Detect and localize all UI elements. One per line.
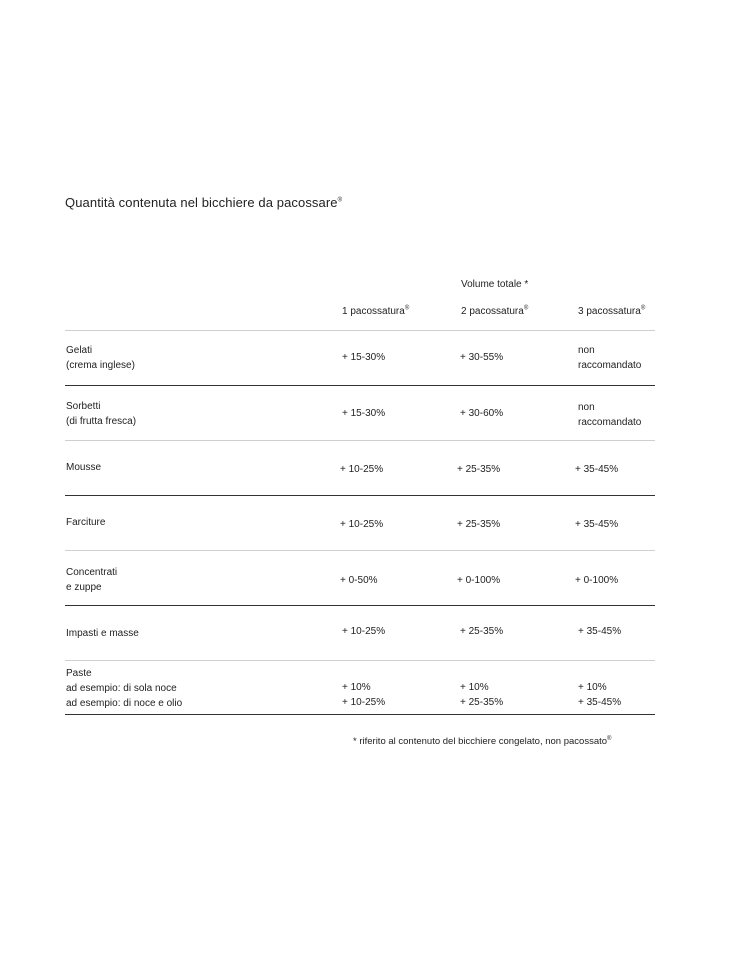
row-sorbetti-value-2: + 30-60%: [460, 408, 504, 419]
row-impasti-value-3: + 35-45%: [578, 626, 622, 637]
row-paste-value-3: + 10% + 35-45%: [578, 682, 622, 708]
row-divider: [65, 495, 655, 496]
column-header-2: 2 pacossatura®: [461, 305, 529, 317]
row-mousse-value-2: + 25-35%: [457, 464, 501, 475]
row-mousse-value-1: + 10-25%: [340, 464, 384, 475]
header-divider: [65, 330, 655, 331]
row-label-sorbetti: Sorbetti (di frutta fresca): [66, 401, 137, 427]
table-bottom-rule: [65, 714, 655, 715]
row-label-impasti: Impasti e masse: [66, 628, 139, 639]
column-header-3: 3 pacossatura®: [578, 305, 646, 317]
row-mousse-value-3: + 35-45%: [575, 464, 619, 475]
row-impasti-value-2: + 25-35%: [460, 626, 504, 637]
row-divider: [65, 605, 655, 606]
row-sorbetti-value-1: + 15-30%: [342, 408, 386, 419]
row-label-gelati: Gelati (crema inglese): [66, 345, 135, 371]
row-farciture-value-3: + 35-45%: [575, 519, 619, 530]
row-label-concentrati: Concentrati e zuppe: [66, 567, 118, 593]
footnote: * riferito al contenuto del bicchiere congelato, non pacossato®: [353, 735, 612, 747]
row-paste-value-1: + 10% + 10-25%: [342, 682, 386, 708]
row-sorbetti-value-3: non raccomandato: [578, 402, 642, 428]
row-label-mousse: Mousse: [66, 462, 102, 473]
row-concentrati-value-3: + 0-100%: [575, 575, 619, 586]
row-label-farciture: Farciture: [66, 517, 106, 528]
row-farciture-value-1: + 10-25%: [340, 519, 384, 530]
row-divider: [65, 385, 655, 386]
row-concentrati-value-2: + 0-100%: [457, 575, 501, 586]
row-paste-value-2: + 10% + 25-35%: [460, 682, 504, 708]
row-divider: [65, 550, 655, 551]
row-farciture-value-2: + 25-35%: [457, 519, 501, 530]
row-label-paste: Paste ad esempio: di sola noce ad esempio: di noce e olio: [66, 668, 183, 709]
page-title: Quantità contenuta nel bicchiere da pacossare®: [65, 195, 343, 210]
row-divider: [65, 660, 655, 661]
column-header-1: 1 pacossatura®: [342, 305, 410, 317]
row-impasti-value-1: + 10-25%: [342, 626, 386, 637]
row-gelati-value-3: non raccomandato: [578, 345, 642, 371]
row-gelati-value-1: + 15-30%: [342, 352, 386, 363]
volume-total-header: Volume totale *: [461, 279, 529, 290]
row-divider: [65, 440, 655, 441]
row-concentrati-value-1: + 0-50%: [340, 575, 378, 586]
row-gelati-value-2: + 30-55%: [460, 352, 504, 363]
